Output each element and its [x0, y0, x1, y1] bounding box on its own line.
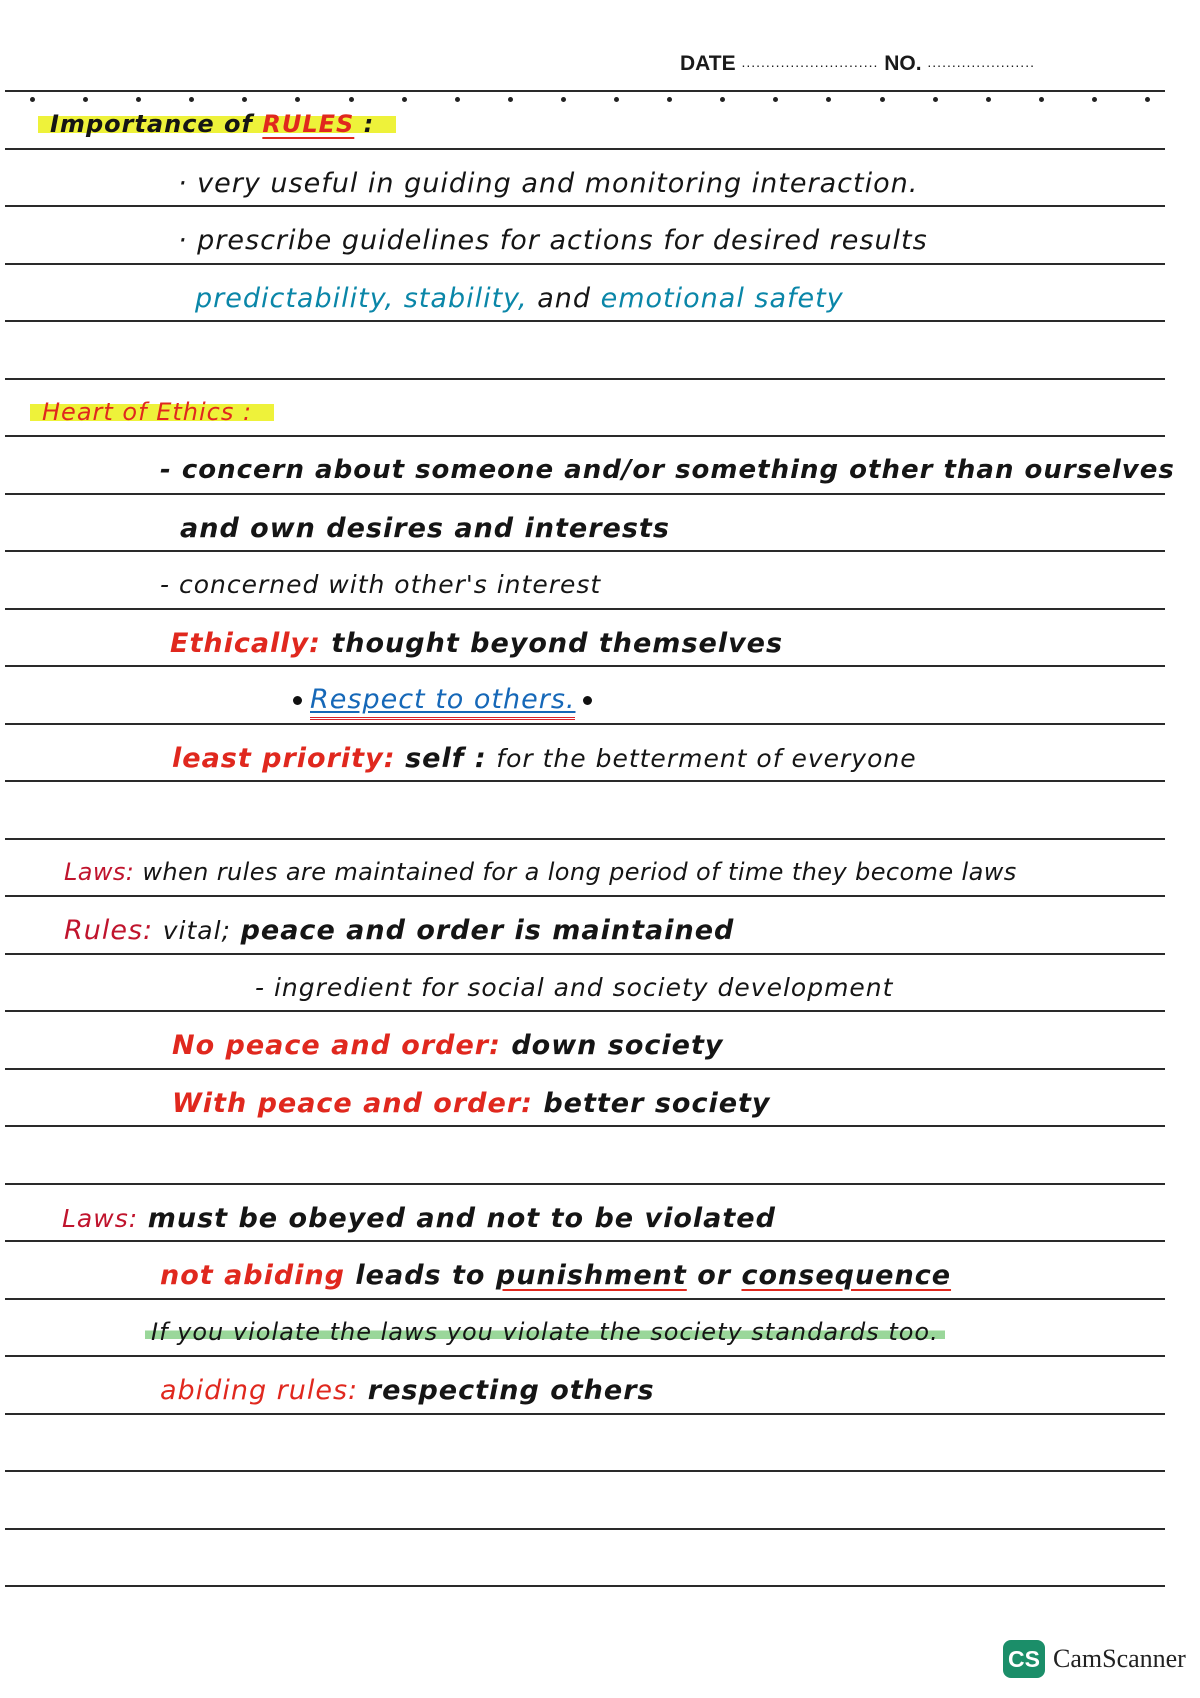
respect-text: Respect to others.	[310, 684, 575, 720]
ethically-text: thought beyond themselves	[331, 628, 784, 659]
ruled-line	[5, 1068, 1165, 1070]
not-abiding-label: not abiding	[160, 1260, 346, 1291]
ruled-line	[5, 665, 1165, 667]
ingredient-line: - ingredient for social and society development	[255, 973, 894, 1002]
ruled-line	[5, 1470, 1165, 1472]
bullet-dot-icon	[293, 696, 302, 705]
rules-heading	[38, 110, 396, 138]
ruled-line	[5, 1240, 1165, 1242]
ruled-line	[5, 1125, 1165, 1127]
laws-obey-line	[62, 1203, 776, 1234]
or-text: or	[697, 1260, 732, 1291]
ruled-line	[5, 205, 1165, 207]
ruled-line	[5, 435, 1165, 437]
not-abiding-line	[160, 1260, 951, 1291]
predictability-text: predictability, stability,	[195, 283, 528, 314]
with-peace-line	[172, 1088, 771, 1119]
leads-to-text: leads to	[355, 1260, 486, 1291]
ruled-line	[5, 263, 1165, 265]
ruled-line	[5, 608, 1165, 610]
and-text: and	[537, 283, 592, 314]
ruled-line	[5, 320, 1165, 322]
ethics-point-2: and own desires and interests	[180, 513, 670, 544]
rules-vital-text: vital;	[162, 916, 231, 945]
ruled-line	[5, 1528, 1165, 1530]
ruled-line	[5, 493, 1165, 495]
rules-point-2: · prescribe guidelines for actions for desired results	[178, 225, 928, 256]
ethically-line	[170, 628, 783, 659]
rules-heading-word: RULES	[262, 110, 355, 138]
rules-heading-colon: :	[363, 110, 375, 138]
laws-obey-text: must be obeyed and not to be violated	[147, 1203, 776, 1234]
least-priority-line	[172, 743, 917, 774]
ethically-label: Ethically:	[170, 628, 321, 659]
abiding-line	[160, 1375, 655, 1406]
no-peace-text: down society	[511, 1030, 724, 1061]
laws-definition-line	[64, 858, 1017, 886]
abiding-text: respecting others	[367, 1375, 655, 1406]
ruled-line	[5, 378, 1165, 380]
rules-vital-label: Rules:	[64, 915, 154, 946]
ethics-heading	[30, 398, 274, 426]
least-priority-self: self :	[405, 743, 487, 774]
violate-text: If you violate the laws you violate the society standards too.	[145, 1318, 945, 1346]
punishment-text: punishment	[495, 1260, 687, 1291]
no-peace-label: No peace and order:	[172, 1030, 501, 1061]
abiding-label: abiding rules:	[160, 1375, 359, 1406]
least-priority-label: least priority:	[172, 743, 396, 774]
ruled-line	[5, 1010, 1165, 1012]
number-label: NO.	[884, 52, 922, 75]
ruled-line	[5, 90, 1165, 92]
violate-line	[145, 1318, 945, 1346]
ruled-line	[5, 723, 1165, 725]
ruled-line	[5, 838, 1165, 840]
ruled-line	[5, 550, 1165, 552]
rules-vital-line	[64, 915, 734, 946]
number-blank: ......................	[927, 54, 1035, 70]
ruled-line	[5, 895, 1165, 897]
camscanner-name: CamScanner	[1053, 1644, 1186, 1673]
date-label: DATE	[680, 52, 736, 75]
ethics-heading-text: Heart of Ethics :	[30, 398, 274, 426]
camscanner-watermark	[1003, 1640, 1186, 1678]
laws-label: Laws:	[64, 858, 135, 886]
rules-heading-text: Importance of	[50, 110, 253, 138]
ruled-line	[5, 1298, 1165, 1300]
dotted-row	[30, 97, 1150, 102]
peace-order-text: peace and order is maintained	[240, 915, 735, 946]
ethics-point-1: - concern about someone and/or something other than ourselves	[160, 455, 1175, 485]
ruled-line	[5, 1413, 1165, 1415]
date-number-header	[680, 52, 1035, 76]
consequence-text: consequence	[741, 1260, 952, 1291]
date-blank: ............................	[741, 54, 879, 70]
ruled-line	[5, 1585, 1165, 1587]
ruled-line	[5, 953, 1165, 955]
respect-line	[285, 684, 600, 715]
ruled-line	[5, 780, 1165, 782]
with-peace-label: With peace and order:	[172, 1088, 533, 1119]
laws-obey-label: Laws:	[62, 1204, 139, 1233]
laws-definition-text: when rules are maintained for a long period of time they become laws	[142, 858, 1017, 886]
emotional-safety-text: emotional safety	[600, 283, 844, 314]
with-peace-text: better society	[543, 1088, 771, 1119]
rules-point-3	[195, 283, 844, 314]
least-priority-text: for the betterment of everyone	[496, 744, 917, 773]
bullet-dot-icon	[583, 696, 592, 705]
ruled-line	[5, 1355, 1165, 1357]
ruled-line	[5, 1183, 1165, 1185]
no-peace-line	[172, 1030, 723, 1061]
ruled-line	[5, 148, 1165, 150]
camscanner-logo-icon: CS	[1003, 1640, 1045, 1678]
ethics-point-3: - concerned with other's interest	[160, 570, 602, 599]
rules-point-1: · very useful in guiding and monitoring interaction.	[178, 168, 919, 199]
